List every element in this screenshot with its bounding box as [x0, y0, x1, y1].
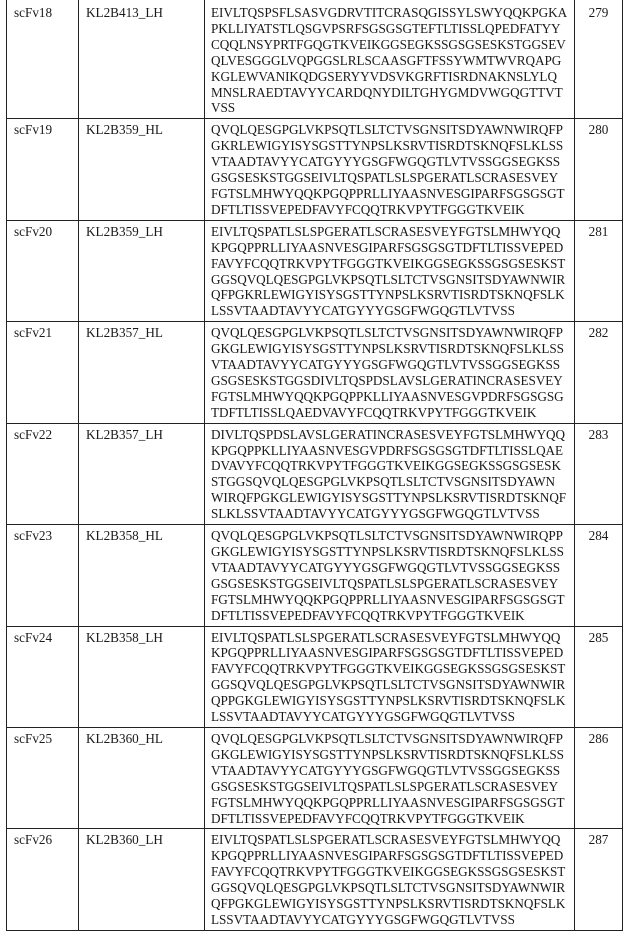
scfv-id-cell: scFv21: [7, 322, 79, 423]
construct-name-cell: KL2B358_LH: [79, 626, 205, 727]
sequence-line: QFPGKRLEWIGYISYSGSTTYNPSLKSRVTISRDTSKNQFSLK: [211, 287, 572, 303]
sequence-line: FAVYFCQQTRKVPYTFGGGTKVEIKGGSEGKSSGSGSESKST: [211, 661, 572, 677]
sequence-line: LSSVTAADTAVYYCATGYYYGSGFWGQGTLVTVSS: [211, 709, 572, 725]
sequence-line: KGLEWVANIKQDGSERYYVDSVKGRFTISRDNAKNSLYLQ: [211, 69, 572, 85]
sequence-cell: [205, 727, 575, 828]
sequence-line: DVAVYFCQQTRKVPYTFGGGTKVEIKGGSEGKSSGSGSESK: [211, 458, 572, 474]
sequence-line: VTAADTAVYYCATGYYYGSGFWGQGTLVTVSSGGSEGKSS: [211, 560, 572, 576]
sequence-line: LSSVTAADTAVYYCATGYYYGSGFWGQGTLVTVSS: [211, 303, 572, 319]
sequence-line: PKLLIYATSTLQSGVPSRFSGSGSGTEFTLTISSLQPEDFATYY: [211, 21, 572, 37]
sequence-line: FGTSLMHWYQQKPGQPPRLLIYAASNVESGIPARFSGSGSGT: [211, 186, 572, 202]
construct-name-cell: KL2B357_HL: [79, 322, 205, 423]
table-row: [7, 829, 623, 930]
sequence-line: DFTLTISSVEPEDFAVYFCQQTRKVPYTFGGGTKVEIK: [211, 202, 572, 218]
sequence-cell: [205, 220, 575, 321]
sequence-cell: [205, 423, 575, 524]
sequence-line: FGTSLMHWYQQKPGQPPRLLIYAASNVESGIPARFSGSGSGT: [211, 592, 572, 608]
sequence-line: DFTLTISSVEPEDFAVYFCQQTRKVPYTFGGGTKVEIK: [211, 811, 572, 827]
scfv-sequence-table: [6, 0, 623, 931]
sequence-cell: [205, 322, 575, 423]
construct-name-cell: KL2B413_LH: [79, 0, 205, 119]
seq-id-number-cell: 283: [575, 423, 623, 524]
sequence-line: DIVLTQSPDSLAVSLGERATINCRASESVEYFGTSLMHWYQQ: [211, 427, 572, 443]
construct-name-cell: KL2B360_LH: [79, 829, 205, 930]
sequence-line: GKGLEWIGYISYSGSTTYNPSLKSRVTISRDTSKNQFSLKLSS: [211, 544, 572, 560]
sequence-line: KPGQPPKLLIYAASNVESGVPDRFSGSGSGTDFTLTISSLQAE: [211, 443, 572, 459]
seq-id-number-cell: 281: [575, 220, 623, 321]
sequence-line: QVQLQESGPGLVKPSQTLSLTCTVSGNSITSDYAWNWIRQPP: [211, 528, 572, 544]
sequence-line: GGSQVQLQESGPGLVKPSQTLSLTCTVSGNSITSDYAWNWIR: [211, 677, 572, 693]
scfv-id-cell: scFv19: [7, 119, 79, 220]
sequence-line: FAVYFCQQTRKVPYTFGGGTKVEIKGGSEGKSSGSGSESKST: [211, 864, 572, 880]
sequence-line: GKGLEWIGYISYSGSTTYNPSLKSRVTISRDTSKNQFSLKLSS: [211, 747, 572, 763]
sequence-line: FGTSLMHWYQQKPGQPPKLLIYAASNVESGVPDRFSGSGSG: [211, 389, 572, 405]
sequence-line: KPGQPPRLLIYAASNVESGIPARFSGSGSGTDFTLTISSVEPED: [211, 240, 572, 256]
sequence-line: GKGLEWIGYISYSGSTTYNPSLKSRVTISRDTSKNQFSLKLSS: [211, 341, 572, 357]
construct-name-cell: KL2B359_LH: [79, 220, 205, 321]
sequence-line: QVQLQESGPGLVKPSQTLSLTCTVSGNSITSDYAWNWIRQFP: [211, 731, 572, 747]
sequence-cell: [205, 626, 575, 727]
sequence-line: VTAADTAVYYCATGYYYGSGFWGQGTLVTVSSGGSEGKSS: [211, 357, 572, 373]
sequence-line: STGGSQVQLQESGPGLVKPSQTLSLTCTVSGNSITSDYAWN: [211, 474, 572, 490]
sequence-line: WIRQFPGKGLEWIGYISYSGSTTYNPSLKSRVTISRDTSKNQF: [211, 490, 572, 506]
sequence-cell: [205, 0, 575, 119]
sequence-line: GSGSESKSTGGSEIVLTQSPATLSLSPGERATLSCRASESVEY: [211, 170, 572, 186]
sequence-line: EIVLTQSPATLSLSPGERATLSCRASESVEYFGTSLMHWYQQ: [211, 224, 572, 240]
construct-name-cell: KL2B357_LH: [79, 423, 205, 524]
sequence-line: FGTSLMHWYQQKPGQPPRLLIYAASNVESGIPARFSGSGSGT: [211, 795, 572, 811]
sequence-line: EIVLTQSPATLSLSPGERATLSCRASESVEYFGTSLMHWYQQ: [211, 630, 572, 646]
sequence-line: QLVESGGGLVQPGGSLRLSCAASGFTFSSYWMTWVRQAPG: [211, 53, 572, 69]
sequence-line: GGSQVQLQESGPGLVKPSQTLSLTCTVSGNSITSDYAWNWIR: [211, 272, 572, 288]
table-row: [7, 322, 623, 423]
table-row: [7, 727, 623, 828]
sequence-line: QFPGKGLEWIGYISYSGSTTYNPSLKSRVTISRDTSKNQFSLK: [211, 896, 572, 912]
sequence-line: DFTLTISSVEPEDFAVYFCQQTRKVPYTFGGGTKVEIK: [211, 608, 572, 624]
sequence-cell: [205, 119, 575, 220]
construct-name-cell: KL2B360_HL: [79, 727, 205, 828]
seq-id-number-cell: 282: [575, 322, 623, 423]
sequence-line: SLKLSSVTAADTAVYYCATGYYYGSGFWGQGTLVTVSS: [211, 506, 572, 522]
sequence-line: GSGSESKSTGGSEIVLTQSPATLSLSPGERATLSCRASESVEY: [211, 779, 572, 795]
sequence-line: QVQLQESGPGLVKPSQTLSLTCTVSGNSITSDYAWNWIRQFP: [211, 122, 572, 138]
sequence-line: VTAADTAVYYCATGYYYGSGFWGQGTLVTVSSGGSEGKSS: [211, 763, 572, 779]
table-row: [7, 423, 623, 524]
sequence-line: QPPGKGLEWIGYISYSGSTTYNPSLKSRVTISRDTSKNQFSLK: [211, 693, 572, 709]
sequence-line: GSGSESKSTGGSDIVLTQSPDSLAVSLGERATINCRASESVEY: [211, 373, 572, 389]
sequence-line: TDFTLTISSLQAEDVAVYFCQQTRKVPYTFGGGTKVEIK: [211, 405, 572, 421]
table-row: [7, 525, 623, 626]
construct-name-cell: KL2B358_HL: [79, 525, 205, 626]
sequence-line: GSGSESKSTGGSEIVLTQSPATLSLSPGERATLSCRASESVEY: [211, 576, 572, 592]
sequence-line: CQQLNSYPRTFGQGTKVEIKGGSEGKSSGSGSESKSTGGSEV: [211, 37, 572, 53]
sequence-line: GKRLEWIGYISYSGSTTYNPSLKSRVTISRDTSKNQFSLKLSS: [211, 138, 572, 154]
sequence-cell: [205, 525, 575, 626]
sequence-line: VSS: [211, 100, 572, 116]
scfv-id-cell: scFv24: [7, 626, 79, 727]
sequence-line: KPGQPPRLLIYAASNVESGIPARFSGSGSGTDFTLTISSVEPED: [211, 848, 572, 864]
sequence-line: LSSVTAADTAVYYCATGYYYGSGFWGQGTLVTVSS: [211, 912, 572, 928]
sequence-line: VTAADTAVYYCATGYYYGSGFWGQGTLVTVSSGGSEGKSS: [211, 154, 572, 170]
scfv-id-cell: scFv22: [7, 423, 79, 524]
construct-name-cell: KL2B359_HL: [79, 119, 205, 220]
sequence-line: MNSLRAEDTAVYYCARDQNYDILTGHYGMDVWGQGTTVT: [211, 85, 572, 101]
sequence-cell: [205, 829, 575, 930]
scfv-id-cell: scFv18: [7, 0, 79, 119]
table-body: [7, 0, 623, 930]
scfv-id-cell: scFv23: [7, 525, 79, 626]
sequence-line: GGSQVQLQESGPGLVKPSQTLSLTCTVSGNSITSDYAWNWIR: [211, 880, 572, 896]
scfv-id-cell: scFv20: [7, 220, 79, 321]
seq-id-number-cell: 280: [575, 119, 623, 220]
sequence-line: EIVLTQSPSFLSASVGDRVTITCRASQGISSYLSWYQQKPGKA: [211, 5, 572, 21]
seq-id-number-cell: 285: [575, 626, 623, 727]
seq-id-number-cell: 284: [575, 525, 623, 626]
table-row: [7, 0, 623, 119]
scfv-id-cell: scFv25: [7, 727, 79, 828]
sequence-line: QVQLQESGPGLVKPSQTLSLTCTVSGNSITSDYAWNWIRQFP: [211, 325, 572, 341]
sequence-line: KPGQPPRLLIYAASNVESGIPARFSGSGSGTDFTLTISSVEPED: [211, 645, 572, 661]
sequence-line: FAVYFCQQTRKVPYTFGGGTKVEIKGGSEGKSSGSGSESKST: [211, 256, 572, 272]
scfv-id-cell: scFv26: [7, 829, 79, 930]
seq-id-number-cell: 286: [575, 727, 623, 828]
sequence-line: EIVLTQSPATLSLSPGERATLSCRASESVEYFGTSLMHWYQQ: [211, 832, 572, 848]
seq-id-number-cell: 279: [575, 0, 623, 119]
seq-id-number-cell: 287: [575, 829, 623, 930]
table-row: [7, 626, 623, 727]
table-row: [7, 220, 623, 321]
table-row: [7, 119, 623, 220]
